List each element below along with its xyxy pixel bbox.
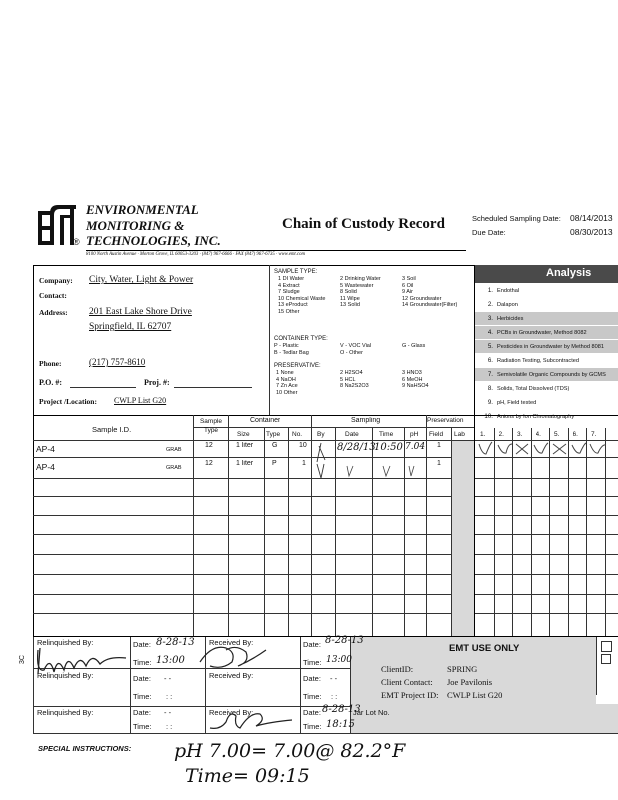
- legend-item: G - Glass: [402, 343, 426, 349]
- container-count: 1: [302, 460, 306, 467]
- due-label: Due Date:: [472, 228, 506, 237]
- container-size: 1 liter: [236, 442, 254, 449]
- checkbox[interactable]: [601, 641, 612, 652]
- analysis-column-number: 5.: [554, 431, 560, 438]
- legend-item: 4 NaOH: [276, 376, 296, 383]
- analysis-name: PCBs in Groundwater, Method 8082: [497, 329, 587, 336]
- address-line1: 201 East Lake Shore Drive: [89, 307, 192, 317]
- legend-item: 9 Air: [402, 289, 414, 296]
- sample-type-header: Sample Type: [199, 418, 223, 434]
- analysis-number: 3.: [487, 315, 493, 322]
- analysis-number: 6.: [487, 357, 493, 364]
- by-header: By: [317, 431, 325, 438]
- analysis-item: [475, 382, 618, 396]
- analysis-list: [475, 284, 618, 424]
- received-label: Received By:: [209, 671, 254, 680]
- analysis-column-divider: [494, 428, 495, 636]
- analysis-number: 1.: [487, 287, 493, 294]
- legend-item: 1 None: [276, 370, 294, 376]
- date-label: Date:: [133, 640, 151, 649]
- sample-type-value: 12: [205, 460, 213, 467]
- analysis-column-divider: [586, 428, 587, 636]
- special-instructions-line2: Time= 09:15: [185, 765, 310, 787]
- analysis-column-number: 7.: [591, 431, 597, 438]
- legend-item: P - Plastic: [274, 343, 299, 349]
- company-name: [86, 202, 221, 249]
- preservation-header: Preservation: [427, 417, 464, 424]
- legend-item: 13 Solid: [340, 302, 360, 309]
- received-time-label: Time:: [303, 722, 322, 731]
- legend-item: 14 Groundwater(Filter): [402, 302, 458, 309]
- company-name-line: ENVIRONMENTAL: [86, 202, 199, 217]
- received-time-label: Time:: [303, 692, 322, 701]
- company-name-line: TECHNOLOGIES, INC.: [86, 233, 221, 248]
- legend-item: 10 Chemical Waste: [278, 295, 326, 302]
- analysis-name: Semivolatile Organic Compounds by GCMS: [497, 371, 606, 378]
- relinquished-date: 8-28-13: [156, 637, 195, 648]
- relinquished-date: - -: [164, 674, 172, 683]
- margin-mark: 3C: [18, 655, 26, 664]
- time-label: Time:: [133, 692, 152, 701]
- special-instructions-line1: pH 7.00= 7.00@ 82.2°F: [174, 740, 406, 762]
- analysis-column-number: 6.: [572, 431, 578, 438]
- time-label: Time:: [133, 658, 152, 667]
- legend-item: 1 DI Water: [278, 276, 305, 282]
- address-line2: Springfield, IL 62707: [89, 322, 172, 332]
- analysis-name: Herbicides: [497, 315, 524, 322]
- legend-item: 3 Soil: [402, 276, 416, 282]
- legend-item: 3 HNO3: [402, 370, 422, 376]
- sample-id: AP-4: [36, 444, 55, 454]
- jar-lot-label: Jar Lot No.: [353, 708, 390, 717]
- analysis-name: Dalapon: [497, 301, 518, 308]
- scheduled-date: 08/14/2013: [570, 213, 613, 223]
- client-id-value: SPRING: [447, 664, 478, 674]
- legend-item: O - Other: [340, 349, 363, 356]
- address-label: Address:: [39, 308, 68, 317]
- container-header: Container: [250, 417, 281, 424]
- sample-type-legend: [278, 276, 468, 316]
- analysis-name: Anions by Ion Chromatography: [497, 413, 575, 420]
- analysis-heading: Analysis: [546, 267, 592, 279]
- size-header: Size: [237, 431, 250, 438]
- analysis-column-number: 2.: [498, 431, 504, 438]
- analysis-item: [475, 298, 618, 312]
- analysis-item: [475, 396, 618, 410]
- field-header: Field: [429, 431, 444, 438]
- project-value: CWLP List G20: [114, 396, 167, 405]
- legend-item: 13 eProduct: [278, 302, 308, 309]
- phone-label: Phone:: [39, 359, 62, 368]
- relinquished-label: Relinquished By:: [37, 708, 94, 717]
- analysis-item: [475, 354, 618, 368]
- date-label: Date:: [133, 708, 151, 717]
- received-date-label: Date:: [303, 674, 321, 683]
- date-header: Date: [345, 431, 359, 438]
- received-label: Received By:: [209, 638, 254, 647]
- legend-item: 2 Drinking Water: [340, 276, 381, 282]
- legend-item: 5 Wastewater: [340, 282, 374, 289]
- registered-mark: ®: [73, 237, 80, 247]
- emt-project-id-value: CWLP List G20: [447, 690, 503, 700]
- analysis-number: 7.: [487, 371, 493, 378]
- analysis-number: 10.: [484, 413, 493, 420]
- analysis-column-divider: [512, 428, 513, 636]
- container-type-heading: CONTAINER TYPE:: [274, 336, 328, 342]
- preservative-legend: [276, 370, 466, 396]
- company-label: Company:: [39, 276, 73, 285]
- lab-header: Lab: [454, 431, 465, 438]
- container-type: P: [272, 460, 277, 467]
- sample-id-header: Sample I.D.: [92, 425, 132, 434]
- received-time-label: Time:: [303, 658, 322, 667]
- sample-time: 10:50: [374, 442, 403, 453]
- legend-item: 8 Na2S2O3: [340, 383, 369, 390]
- date-label: Date:: [133, 674, 151, 683]
- legend-item: 2 H2SO4: [340, 370, 363, 376]
- received-time: : :: [331, 692, 338, 701]
- analysis-item: [475, 340, 618, 354]
- analysis-item: [475, 326, 618, 340]
- handwritten-marks: [311, 440, 476, 480]
- legend-item: 8 Solid: [340, 289, 357, 296]
- analysis-name: Endothal: [497, 287, 520, 294]
- analysis-name: pH, Field tested: [497, 399, 537, 406]
- received-time: 13:00: [326, 655, 352, 665]
- received-date-label: Date:: [303, 640, 321, 649]
- scheduled-label: Scheduled Sampling Date:: [472, 214, 561, 223]
- no-header: No.: [292, 431, 303, 438]
- analysis-number: 4.: [487, 329, 493, 336]
- sample-ph: 7.04: [405, 442, 426, 452]
- company-address: 8100 North Austin Avenue · Morton Grove, IL 60053-3203 · (847) 967-6666 · FAX (847) 967-6735 · www.emt.com: [86, 252, 305, 257]
- relinquished-date: - -: [164, 708, 172, 717]
- received-signature: [192, 642, 272, 672]
- legend-item: 4 Extract: [278, 282, 300, 289]
- sample-date: 8/28/13: [337, 442, 376, 453]
- analysis-column-number: 1.: [480, 431, 486, 438]
- legend-item: 7 Zn Ace: [276, 383, 298, 390]
- legend-item: V - VOC Vial: [340, 343, 372, 349]
- analysis-checkmarks: [476, 440, 618, 458]
- legend-item: 11 Wipe: [340, 295, 360, 302]
- contact-label: Contact:: [39, 291, 67, 300]
- analysis-number: 5.: [487, 343, 493, 350]
- analysis-column-divider: [549, 428, 550, 636]
- received-signature: [206, 708, 296, 734]
- sample-id: AP-4: [36, 462, 55, 472]
- proj-label: Proj. #:: [144, 378, 170, 387]
- grab-label: GRAB: [166, 447, 182, 453]
- sampling-header: Sampling: [351, 417, 381, 424]
- legend-item: 10 Other: [276, 389, 298, 396]
- legend-item: 12 Groundwater: [402, 295, 442, 302]
- legend-item: 7 Sludge: [278, 289, 300, 296]
- legend-item: 5 HCL: [340, 376, 356, 383]
- client-contact-label: Client Contact:: [381, 677, 433, 687]
- container-type: G: [272, 442, 278, 449]
- field-preservation: 1: [437, 460, 441, 467]
- analysis-item: [475, 284, 618, 298]
- jar-lot-box: [351, 704, 618, 733]
- due-date: 08/30/2013: [570, 227, 613, 237]
- analysis-column-number: 3.: [517, 431, 523, 438]
- sample-type-value: 12: [205, 442, 213, 449]
- relinquished-label: Relinquished By:: [37, 671, 94, 680]
- phone-value: (217) 757-8610: [89, 357, 146, 367]
- analysis-column-number: 4.: [535, 431, 541, 438]
- legend-item: 15 Other: [278, 308, 300, 315]
- time-label: Time:: [133, 722, 152, 731]
- relinquished-time: : :: [166, 722, 173, 731]
- relinquished-time: : :: [166, 692, 173, 701]
- grab-label: GRAB: [166, 465, 182, 471]
- container-type-legend: [274, 343, 464, 356]
- received-date: 8-28-13: [322, 704, 361, 715]
- analysis-number: 9.: [487, 399, 493, 406]
- relinquished-signature: [34, 646, 134, 676]
- analysis-name: Pesticides in Groundwater by Method 8081: [497, 343, 604, 350]
- client-id-label: ClientID:: [381, 664, 414, 674]
- emt-project-id-label: EMT Project ID:: [381, 690, 439, 700]
- field-preservation: 1: [437, 442, 441, 449]
- container-count: 10: [299, 442, 307, 449]
- po-label: P.O. #:: [39, 378, 63, 387]
- legend-item: 6 Oil: [402, 282, 414, 289]
- company-name-line: MONITORING &: [86, 217, 185, 233]
- sample-type-heading: SAMPLE TYPE:: [274, 269, 318, 275]
- analysis-item: [475, 368, 618, 382]
- company-value: City, Water, Light & Power: [89, 275, 194, 285]
- client-contact-value: Joe Pavilonis: [447, 677, 493, 687]
- project-label: Project /Location:: [39, 397, 97, 406]
- ph-header: pH: [410, 431, 419, 438]
- received-date-label: Date:: [303, 708, 321, 717]
- relinquished-label: Relinquished By:: [37, 638, 94, 647]
- analysis-name: Solids, Total Dissolved (TDS): [497, 385, 570, 392]
- checkbox[interactable]: [601, 654, 611, 664]
- legend-item: B - Tedlar Bag: [274, 349, 309, 356]
- analysis-name: Radiation Testing, Subcontracted: [497, 357, 579, 364]
- emt-use-heading: EMT USE ONLY: [449, 643, 520, 654]
- received-label: Received By:: [209, 708, 254, 717]
- legend-item: 9 NaHSO4: [402, 383, 429, 390]
- form-title: Chain of Custody Record: [282, 216, 445, 232]
- analysis-number: 8.: [487, 385, 493, 392]
- container-size: 1 liter: [236, 460, 254, 467]
- analysis-column-divider: [568, 428, 569, 636]
- received-date: - -: [330, 674, 338, 683]
- received-time: 18:15: [326, 719, 355, 730]
- time-header: Time: [379, 431, 394, 438]
- received-date: 8-28-13: [325, 635, 364, 646]
- relinquished-time: 13:00: [156, 655, 185, 666]
- type-header: Type: [266, 431, 281, 438]
- legend-item: 6 MeOH: [402, 376, 423, 383]
- analysis-item: [475, 312, 618, 326]
- analysis-number: 2.: [487, 301, 493, 308]
- analysis-column-divider: [605, 428, 606, 636]
- analysis-column-divider: [531, 428, 532, 636]
- special-instructions-label: SPECIAL INSTRUCTIONS:: [38, 744, 132, 753]
- preservative-heading: PRESERVATIVE:: [274, 363, 321, 369]
